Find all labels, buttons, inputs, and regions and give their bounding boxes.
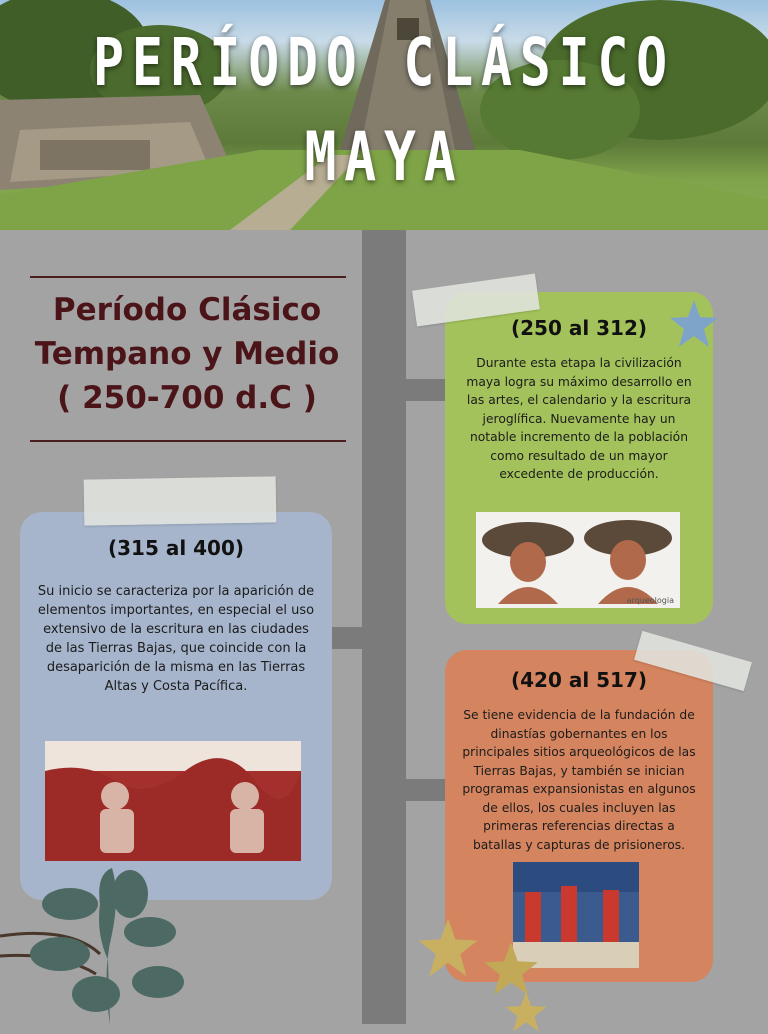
heading-line-2: Tempano y Medio	[34, 336, 340, 372]
leaf-decoration	[0, 864, 190, 1024]
heading-top-rule	[30, 276, 346, 278]
card-date: (250 al 312)	[510, 316, 648, 340]
card-date: (315 al 400)	[107, 536, 245, 560]
heading-line-3: ( 250-700 d.C )	[57, 380, 317, 416]
timeline-branch-3	[406, 779, 446, 801]
tape-strip	[84, 476, 277, 525]
star-icon	[668, 298, 720, 350]
section-heading	[22, 288, 352, 420]
card-text: Su inicio se caracteriza por la aparición de elementos importantes, en especial el uso extensivo de la escritura en las ciudades de las Tierras Bajas, que coincide con la desaparición de la misma en las Tierras Altas y Costa Pacífica.	[37, 584, 315, 694]
period-card-420-517	[445, 650, 713, 982]
star-icon	[416, 916, 480, 980]
card-text: Se tiene evidencia de la fundación de dinastías gobernantes en los principales sitios arqueológicos de las Tierras Bajas, y también se inician programas expansionistas en algunos de ellos, los cuales incluyen las primeras referencias directas a batallas y capturas de prisioneros.	[462, 708, 696, 852]
card-date: (420 al 517)	[510, 668, 648, 692]
hero-banner	[0, 0, 768, 230]
timeline-spine	[362, 230, 406, 1024]
figurines-photo	[476, 512, 680, 608]
heading-bottom-rule	[30, 440, 346, 442]
timeline-branch-2	[332, 627, 362, 649]
hero-title-line2: MAYA	[304, 118, 464, 197]
hero-title-line1: PERÍODO CLÁSICO	[93, 24, 675, 101]
timeline-branch-1	[406, 379, 446, 401]
image-caption: arqueologia	[626, 596, 674, 605]
period-card-315-400	[20, 512, 332, 900]
heading-line-1: Período Clásico	[52, 292, 322, 328]
mural-photo	[45, 741, 301, 861]
star-icon	[504, 990, 548, 1034]
card-text: Durante esta etapa la civilización maya logra su máximo desarrollo en las artes, el calendario y la escritura jeroglífica. Nuevamente hay un notable incremento de la población como resultado de un mayor excedente de producción.	[466, 356, 692, 481]
